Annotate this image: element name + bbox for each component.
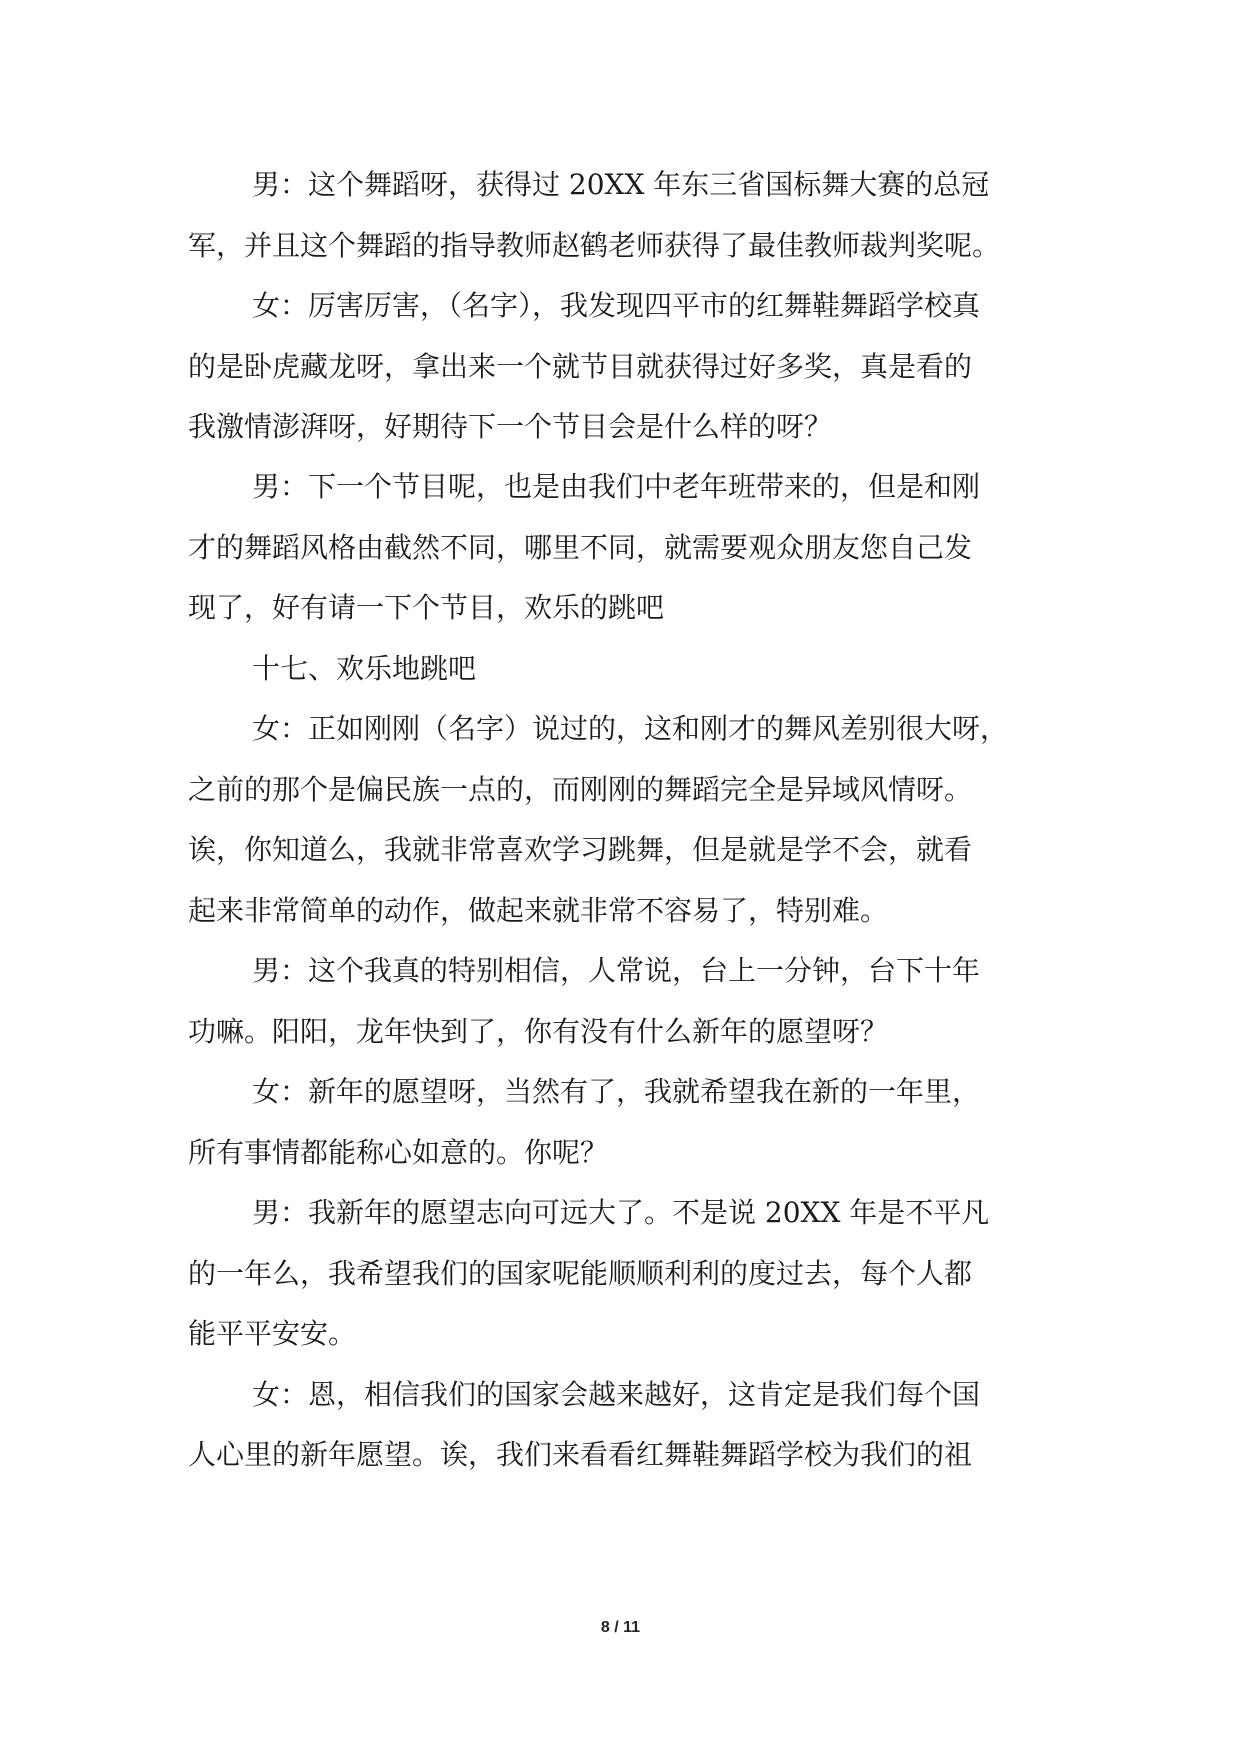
text-line bbox=[0, 1070, 1241, 1114]
section-heading bbox=[0, 647, 1241, 691]
line-text: 我激情澎湃呀，好期待下一个节目会是什么样的呀？ bbox=[188, 410, 833, 443]
line-text: 才的舞蹈风格由截然不同，哪里不同，就需要观众朋友您自己发 bbox=[188, 531, 973, 564]
text-line bbox=[0, 163, 1241, 207]
line-text: 能平平安安。 bbox=[188, 1317, 357, 1350]
text-line bbox=[0, 465, 1241, 509]
text-line bbox=[0, 284, 1241, 328]
line-text: 之前的那个是偏民族一点的，而刚刚的舞蹈完全是异域风情呀。 bbox=[188, 773, 973, 806]
text-line bbox=[0, 1131, 1241, 1175]
text-line bbox=[0, 1433, 1241, 1477]
line-text: 的是卧虎藏龙呀，拿出来一个就节目就获得过好多奖，真是看的 bbox=[188, 350, 973, 383]
text-line bbox=[0, 586, 1241, 630]
line-text: 男：这个舞蹈呀，获得过 20XX 年东三省国标舞大赛的总冠 bbox=[252, 168, 990, 201]
line-text: 男：下一个节目呢，也是由我们中老年班带来的，但是和刚 bbox=[252, 470, 981, 503]
line-text: 现了，好有请一下个节目，欢乐的跳吧 bbox=[188, 591, 665, 624]
text-line bbox=[0, 768, 1241, 812]
line-text: 女：厉害厉害，（名字），我发现四平市的红舞鞋舞蹈学校真 bbox=[252, 289, 981, 322]
line-text: 的一年么，我希望我们的国家呢能顺顺利利的度过去，每个人都 bbox=[188, 1257, 973, 1290]
line-text: 功嘛。阳阳，龙年快到了，你有没有什么新年的愿望呀？ bbox=[188, 1015, 889, 1048]
text-line bbox=[0, 1312, 1241, 1356]
text-line bbox=[0, 1191, 1241, 1235]
line-text: 起来非常简单的动作，做起来就非常不容易了，特别难。 bbox=[188, 894, 889, 927]
line-text: 女：正如刚刚（名字）说过的，这和刚才的舞风差别很大呀， bbox=[252, 712, 1009, 745]
text-line bbox=[0, 526, 1241, 570]
text-line bbox=[0, 707, 1241, 751]
line-text: 女：新年的愿望呀，当然有了，我就希望我在新的一年里， bbox=[252, 1075, 981, 1108]
line-text: 女：恩，相信我们的国家会越来越好，这肯定是我们每个国 bbox=[252, 1378, 981, 1411]
text-line bbox=[0, 224, 1241, 268]
line-text: 军，并且这个舞蹈的指导教师赵鹤老师获得了最佳教师裁判奖呢。 bbox=[188, 229, 1001, 262]
text-line bbox=[0, 345, 1241, 389]
line-text: 十七、欢乐地跳吧 bbox=[252, 652, 477, 685]
text-line bbox=[0, 949, 1241, 993]
text-line bbox=[0, 889, 1241, 933]
text-line bbox=[0, 828, 1241, 872]
text-line bbox=[0, 405, 1241, 449]
line-text: 诶，你知道么，我就非常喜欢学习跳舞，但是就是学不会，就看 bbox=[188, 833, 973, 866]
line-text: 男：我新年的愿望志向可远大了。不是说 20XX 年是不平凡 bbox=[252, 1196, 990, 1229]
page-number: 8 / 11 bbox=[600, 1619, 641, 1636]
text-line bbox=[0, 1010, 1241, 1054]
text-line bbox=[0, 1373, 1241, 1417]
line-text: 男：这个我真的特别相信，人常说，台上一分钟，台下十年 bbox=[252, 954, 981, 987]
line-text: 所有事情都能称心如意的。你呢？ bbox=[188, 1136, 609, 1169]
line-text: 人心里的新年愿望。诶，我们来看看红舞鞋舞蹈学校为我们的祖 bbox=[188, 1438, 973, 1471]
text-line bbox=[0, 1252, 1241, 1296]
